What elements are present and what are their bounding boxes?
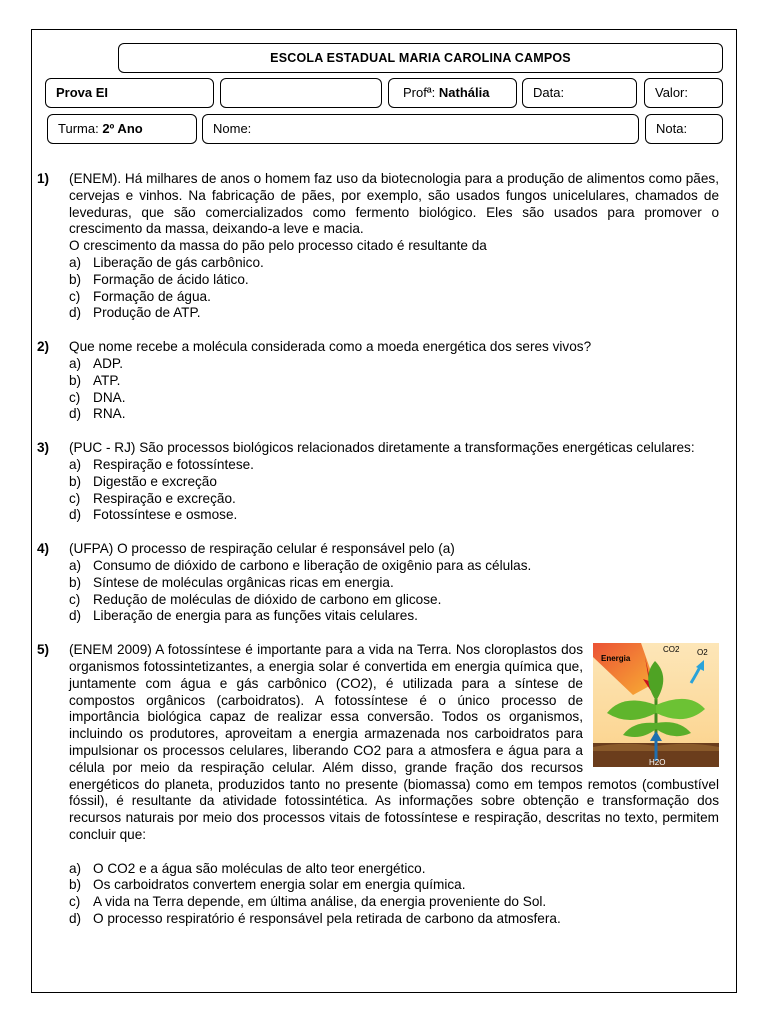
- class-value: 2º Ano: [102, 121, 143, 136]
- name-field[interactable]: [202, 114, 639, 144]
- question-stem: Que nome recebe a molécula considerada como a moeda energética dos seres vivos?: [69, 339, 592, 355]
- exam-title: Prova EI: [56, 85, 109, 100]
- option-b[interactable]: [69, 272, 719, 289]
- option-text: Liberação de energia para as funções vitais celulares.: [93, 608, 418, 624]
- option-text: Síntese de moléculas orgânicas ricas em energia.: [93, 574, 394, 590]
- option-letter: a): [69, 456, 82, 472]
- question-number: 4): [37, 541, 50, 557]
- grade-label: Nota:: [656, 121, 688, 136]
- school-name-box: [118, 43, 723, 73]
- class-box: [47, 114, 197, 144]
- o2-label: O2: [697, 648, 708, 658]
- option-c[interactable]: [69, 390, 719, 407]
- option-a[interactable]: [69, 356, 719, 373]
- options-list: [69, 356, 719, 423]
- option-text: Formação de ácido lático.: [93, 271, 249, 287]
- option-text: Respiração e fotossíntese.: [93, 456, 254, 472]
- option-d[interactable]: [69, 305, 719, 322]
- question-5: [37, 642, 719, 928]
- option-letter: b): [69, 271, 82, 287]
- option-letter: c): [69, 490, 81, 506]
- option-text: A vida na Terra depende, em última análise, da energia proveniente do Sol.: [93, 894, 547, 910]
- option-text: Digestão e excreção: [93, 473, 217, 489]
- date-field[interactable]: [522, 78, 637, 108]
- option-letter: b): [69, 372, 82, 388]
- option-letter: d): [69, 305, 82, 321]
- h2o-label: H2O: [649, 758, 666, 768]
- question-1: [37, 171, 719, 322]
- question-number: 1): [37, 171, 50, 186]
- energy-label: Energia: [601, 654, 631, 664]
- teacher-label: Profª:: [403, 85, 436, 100]
- name-label: Nome:: [213, 121, 252, 136]
- option-letter: a): [69, 355, 82, 371]
- question-stem: (ENEM 2009) A fotossíntese é importante para a vida na Terra. Nos cloroplastos dos organismos fotossintetizantes, a energia solar é convertida em energia química que, juntamente com água e gás carbônico (CO2), é utilizada para a síntese de compostos orgânicos (carboidratos). A fotossíntese é o único processo de importância biológica capaz de realizar essa conversão. Todos os organismos, incluindo os produtores, aproveitam a energia armazenada nos carboidratos para impulsionar os processos celulares, liberando CO2 para a atmosfera e água para a célula por meio da respiração celular. Além disso, grande fração dos recursos energéticos do planeta, produzidos tanto no presente (biomassa) como em tempos remotos (combustível fóssil), é resultante da atividade fotossintética. As informações sobre obtenção e transformação dos recursos naturais por meio dos processos vitais de fotossíntese e respiração, descritas no texto, permitem concluir que:: [69, 642, 719, 842]
- option-letter: b): [69, 473, 82, 489]
- photosynthesis-illustration: [593, 643, 719, 767]
- co2-label: CO2: [663, 645, 680, 655]
- class-label: Turma:: [58, 121, 99, 136]
- value-field[interactable]: [644, 78, 723, 108]
- option-letter: b): [69, 877, 82, 893]
- option-text: RNA.: [93, 406, 126, 422]
- option-text: O processo respiratório é responsável pela retirada de carbono da atmosfera.: [93, 911, 561, 927]
- option-letter: a): [69, 860, 82, 876]
- option-a[interactable]: [69, 861, 719, 878]
- option-d[interactable]: [69, 507, 719, 524]
- option-a[interactable]: [69, 457, 719, 474]
- option-letter: b): [69, 574, 82, 590]
- option-b[interactable]: [69, 877, 719, 894]
- option-letter: c): [69, 591, 81, 607]
- option-letter: c): [69, 288, 81, 304]
- options-list: [69, 457, 719, 524]
- options-list: [69, 255, 719, 322]
- question-4: [37, 541, 719, 625]
- option-text: Respiração e excreção.: [93, 490, 236, 506]
- option-c[interactable]: [69, 894, 719, 911]
- option-c[interactable]: [69, 592, 719, 609]
- teacher-name: Nathália: [438, 85, 490, 100]
- option-text: ADP.: [93, 355, 123, 371]
- option-d[interactable]: [69, 911, 719, 928]
- option-letter: a): [69, 254, 82, 270]
- option-text: Consumo de dióxido de carbono e liberação de oxigênio para as células.: [93, 557, 532, 573]
- option-letter: c): [69, 894, 81, 910]
- options-list: [69, 558, 719, 625]
- option-text: Liberação de gás carbônico.: [93, 254, 264, 270]
- option-text: ATP.: [93, 372, 121, 388]
- option-d[interactable]: [69, 406, 719, 423]
- option-letter: d): [69, 507, 82, 523]
- options-list: [69, 861, 719, 928]
- question-stem: (PUC - RJ) São processos biológicos relacionados diretamente a transformações energéticas celulares:: [69, 440, 695, 456]
- question-number: 3): [37, 440, 50, 456]
- questions-area: [37, 171, 719, 928]
- option-text: Produção de ATP.: [93, 305, 201, 321]
- option-b[interactable]: [69, 373, 719, 390]
- option-text: O CO2 e a água são moléculas de alto teor energético.: [93, 860, 426, 876]
- option-d[interactable]: [69, 608, 719, 625]
- option-text: Formação de água.: [93, 288, 211, 304]
- blank-field-box[interactable]: [220, 78, 382, 108]
- option-text: Redução de moléculas de dióxido de carbono em glicose.: [93, 591, 442, 607]
- option-b[interactable]: [69, 474, 719, 491]
- option-c[interactable]: [69, 491, 719, 508]
- option-letter: d): [69, 911, 82, 927]
- option-letter: d): [69, 406, 82, 422]
- value-label: Valor:: [655, 85, 688, 100]
- question-stem: (UFPA) O processo de respiração celular é responsável pelo (a): [69, 541, 455, 557]
- option-text: Fotossíntese e osmose.: [93, 507, 238, 523]
- option-letter: d): [69, 608, 82, 624]
- option-b[interactable]: [69, 575, 719, 592]
- option-c[interactable]: [69, 289, 719, 306]
- question-number: 5): [37, 642, 50, 658]
- option-letter: a): [69, 557, 82, 573]
- exam-title-box: [45, 78, 214, 108]
- option-a[interactable]: [69, 558, 719, 575]
- question-2: [37, 339, 719, 423]
- school-name: ESCOLA ESTADUAL MARIA CAROLINA CAMPOS: [270, 51, 571, 65]
- date-label: Data:: [533, 85, 565, 100]
- grade-field[interactable]: [645, 114, 723, 144]
- option-letter: c): [69, 389, 81, 405]
- option-a[interactable]: [69, 255, 719, 272]
- question-3: [37, 440, 719, 524]
- question-stem: (ENEM). Há milhares de anos o homem faz uso da biotecnologia para a produção de alimentos como pães, cervejas e vinhos. Na fabricação de pães, por exemplo, são usados fungos unicelulares, chamados de leveduras, que são comercializados como fermento biológico. Eles são usados para promover o crescimento da massa, deixando-a leve e macia.: [69, 171, 719, 237]
- question-prompt: O crescimento da massa do pão pelo processo citado é resultante da: [69, 238, 487, 254]
- option-text: Os carboidratos convertem energia solar em energia química.: [93, 877, 466, 893]
- option-text: DNA.: [93, 389, 126, 405]
- teacher-box: [388, 78, 517, 108]
- question-number: 2): [37, 339, 50, 355]
